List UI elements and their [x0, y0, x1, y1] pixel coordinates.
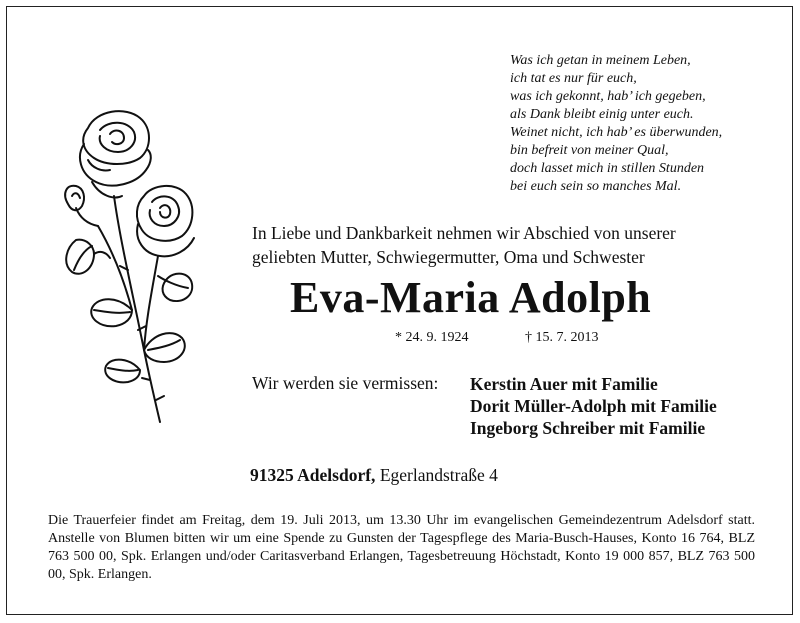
poem-line: Was ich getan in meinem Leben,	[510, 53, 691, 68]
address-city: 91325 Adelsdorf,	[250, 465, 376, 485]
intro-line: geliebten Mutter, Schwiegermutter, Oma und Schwester	[252, 247, 645, 267]
poem-line: ich tat es nur für euch,	[510, 71, 637, 86]
mourner-name: Kerstin Auer mit Familie	[470, 374, 658, 394]
funeral-notice: Die Trauerfeier findet am Freitag, dem 19. Juli 2013, um 13.30 Uhr im evangelischen Gemeindezentrum Adelsdorf statt. Anstelle von Blumen bitten wir um eine Spende zu Gunsten der Tagespflege des Maria-Busch-Hauses, Konto 16 764, BLZ 763 500 00, Spk. Erlangen und/oder Caritasverband Erlangen, Tagesbetreuung Höchstadt, Konto 19 000 857, BLZ 763 500 00, Spk. Erlangen.	[48, 513, 755, 582]
poem-line: bin befreit von meiner Qual,	[510, 143, 669, 158]
mourners-list	[470, 373, 717, 439]
poem-line: Weinet nicht, ich hab’ es überwunden,	[510, 125, 723, 140]
mourners-label: Wir werden sie vermissen:	[252, 373, 439, 393]
birth-date: * 24. 9. 1924	[395, 330, 469, 345]
address-street: Egerlandstraße 4	[379, 465, 498, 485]
mourner-name: Dorit Müller-Adolph mit Familie	[470, 396, 717, 416]
death-date: † 15. 7. 2013	[525, 330, 599, 345]
deceased-name: Eva-Maria Adolph	[290, 273, 652, 322]
poem	[510, 52, 722, 196]
poem-line: bei euch sein so manches Mal.	[510, 179, 682, 194]
intro-text	[252, 221, 757, 269]
poem-line: doch lasset mich in stillen Stunden	[510, 161, 705, 176]
address	[250, 465, 498, 486]
mourner-name: Ingeborg Schreiber mit Familie	[470, 418, 706, 438]
intro-line: In Liebe und Dankbarkeit nehmen wir Abschied von unserer	[252, 223, 676, 243]
poem-line: was ich gekonnt, hab’ ich gegeben,	[510, 89, 706, 104]
rose-icon	[48, 100, 218, 430]
poem-line: als Dank bleibt einig unter euch.	[510, 107, 694, 122]
